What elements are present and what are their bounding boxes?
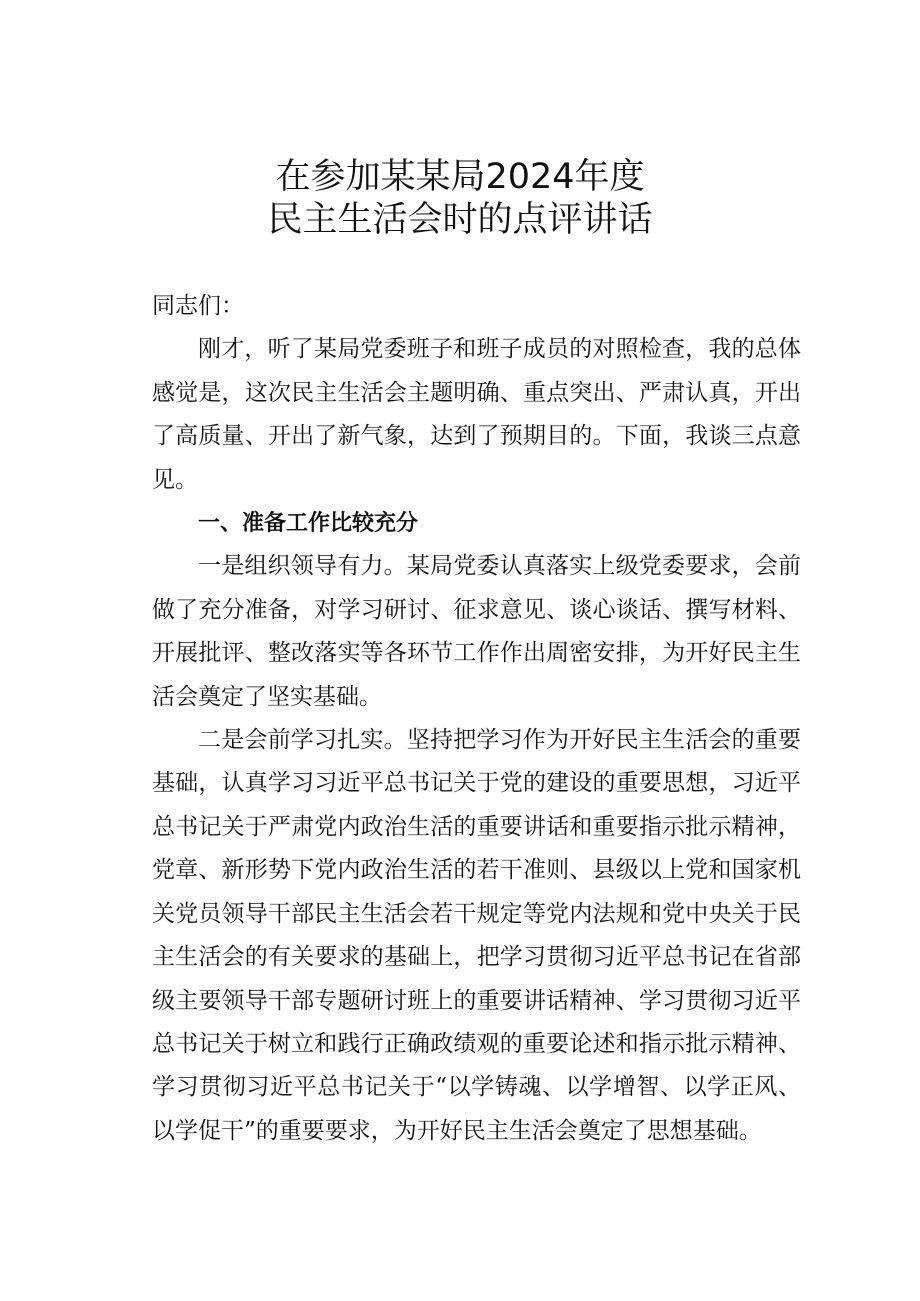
document-title xyxy=(0,156,920,242)
salutation: 同志们： xyxy=(152,293,244,319)
paragraph-intro: 刚才，听了某局党委班子和班子成员的对照检查，我的总体感觉是，这次民主生活会主题明确、重点突出、严肃认真，开出了高质量、开出了新气象，达到了预期目的。下面，我谈三点意见。 xyxy=(152,336,801,493)
paragraph-organization: 一是组织领导有力。某局党委认真落实上级党委要求，会前做了充分准备，对学习研讨、征求意见、谈心谈话、撰写材料、开展批评、整改落实等各环节工作作出周密安排，为开好民主生活会奠定了坚实基础。 xyxy=(152,553,801,710)
title-line-2: 民主生活会时的点评讲话 xyxy=(267,200,653,240)
document-body xyxy=(152,285,801,1153)
paragraph-study: 二是会前学习扎实。坚持把学习作为开好民主生活会的重要基础，认真学习习近平总书记关于党的建设的重要思想，习近平总书记关于严肃党内政治生活的重要讲话和重要指示批示精神，党章、新形势下党内政治生活的若干准则、县级以上党和国家机关党员领导干部民主生活会若干规定等党内法规和党中央关于民主生活会的有关要求的基础上，把学习贯彻习近平总书记在省部级主要领导干部专题研讨班上的重要讲话精神、学习贯彻习近平总书记关于树立和践行正确政绩观的重要论述和指示批示精神、学习贯彻习近平总书记关于“以学铸魂、以学增智、以学正风、以学促干”的重要要求，为开好民主生活会奠定了思想基础。 xyxy=(152,727,801,1144)
section-heading-1: 一、准备工作比较充分 xyxy=(198,511,419,537)
title-line-1: 在参加某某局2024年度 xyxy=(275,157,645,197)
